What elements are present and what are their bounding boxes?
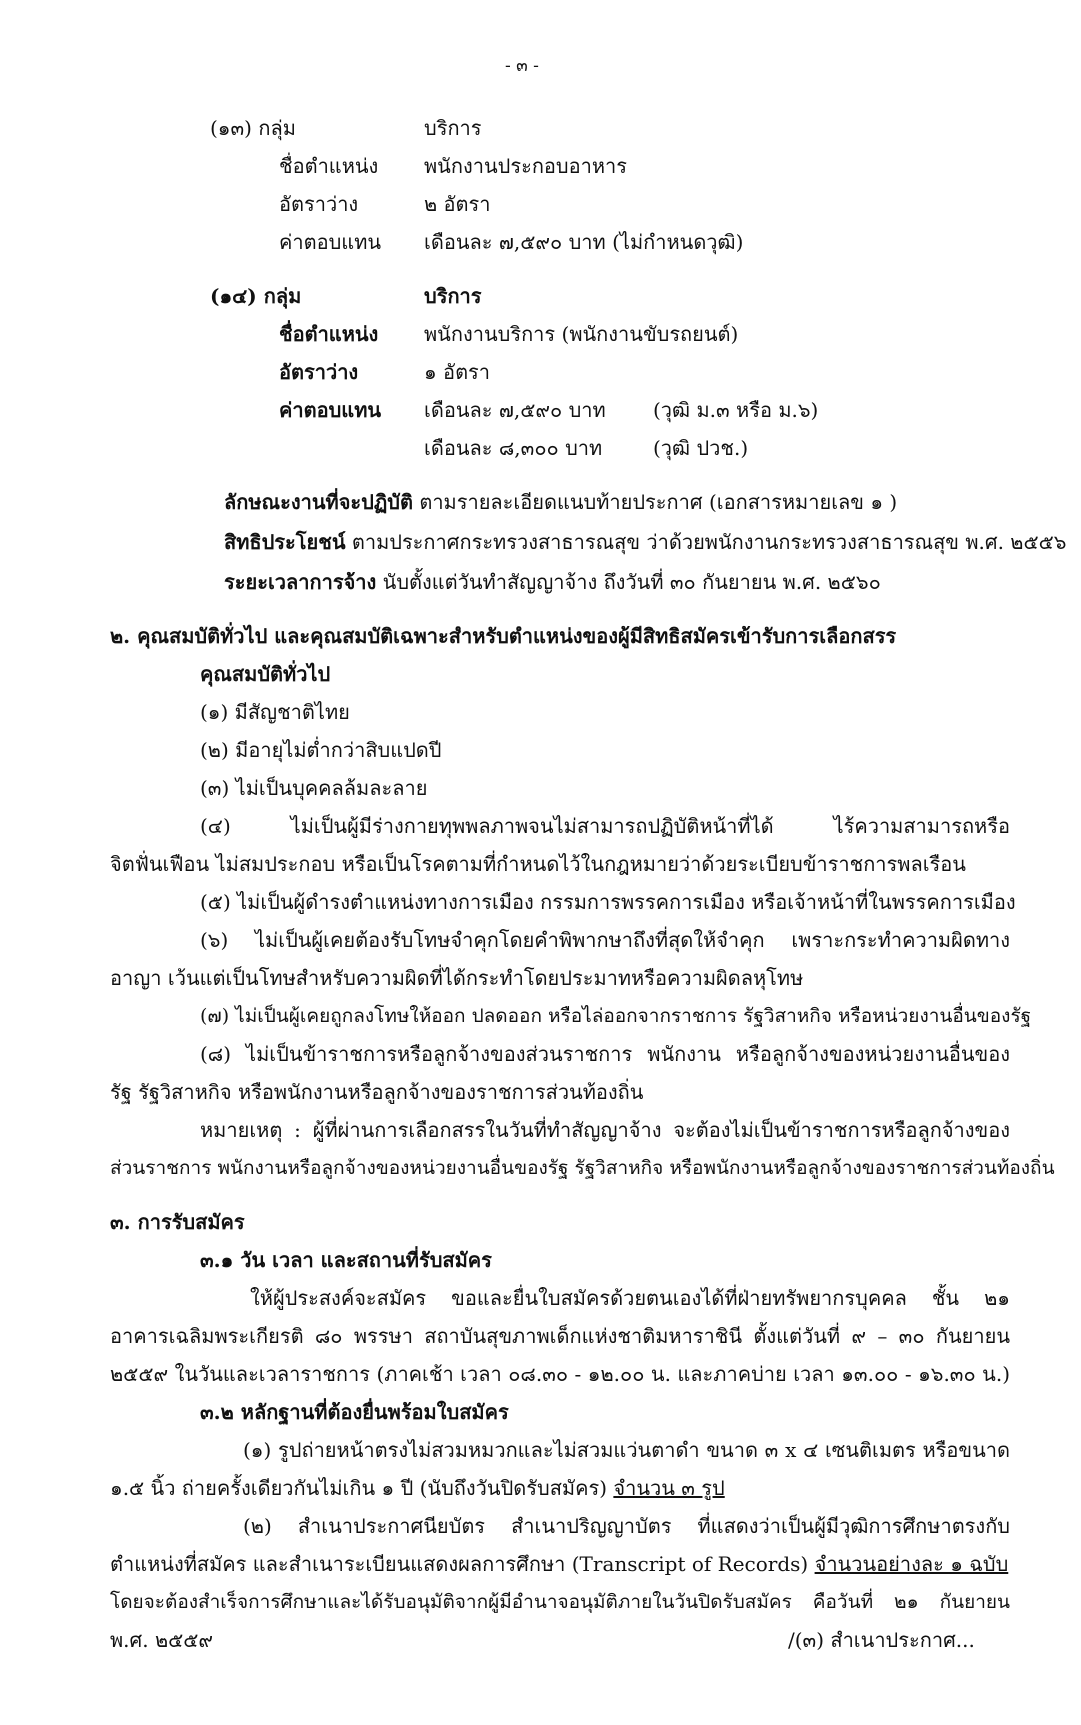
duty-label: ลักษณะงานที่จะปฏิบัติ xyxy=(224,490,413,514)
document-2-line4: พ.ศ. ๒๕๕๙ xyxy=(110,1628,214,1652)
note-line2: ส่วนราชการ พนักงานหรือลูกจ้างของหน่วยงานอื่นของรัฐ รัฐวิสาหกิจ หรือพนักงานหรือลูกจ้างของราชการส่วนท้องถิ่น xyxy=(110,1157,1055,1179)
section-3-1-heading: ๓.๑ วัน เวลา และสถานที่รับสมัคร xyxy=(200,1248,492,1272)
document-1-line2: ๑.๕ นิ้ว ถ่ายครั้งเดียวกันไม่เกิน ๑ ปี (นับถึงวันปิดรับสมัคร) xyxy=(110,1476,608,1500)
benefit-row xyxy=(224,530,1066,554)
document-2-line1: (๒) สำเนาประกาศนียบัตร สำเนาปริญญาบัตร ที่แสดงว่าเป็นผู้มีวุฒิการศึกษาตรงกับ xyxy=(243,1514,1010,1538)
group-13-position-value: พนักงานประกอบอาหาร xyxy=(424,154,628,178)
qualification-item-3: (๓) ไม่เป็นบุคคลล้มละลาย xyxy=(200,776,428,800)
group-14-vacancy-value: ๑ อัตรา xyxy=(424,360,491,384)
group-13-group-value: บริการ xyxy=(424,116,482,140)
section-2-subheading: คุณสมบัติทั่วไป xyxy=(200,662,331,686)
document-2-line2: ตำแหน่งที่สมัคร และสำเนาระเบียนแสดงผลการศึกษา (Transcript of Records) xyxy=(110,1552,809,1576)
group-14-pay-line2: เดือนละ ๘,๓๐๐ บาท xyxy=(424,436,603,460)
document-2-line3: โดยจะต้องสำเร็จการศึกษาและได้รับอนุมัติจากผู้มีอำนาจอนุมัติภายในวันปิดรับสมัคร คือวันที่ ๒๑ กันยายน xyxy=(110,1591,1010,1613)
document-2-line2-row xyxy=(110,1552,1008,1576)
group-14-number-label: (๑๔) กลุ่ม xyxy=(210,284,302,308)
group-14-group-value: บริการ xyxy=(424,284,482,308)
qualification-item-7: (๗) ไม่เป็นผู้เคยถูกลงโทษให้ออก ปลดออก หรือไล่ออกจากราชการ รัฐวิสาหกิจ หรือหน่วยงานอื่นของรัฐ xyxy=(200,1005,1032,1027)
duty-value: ตามรายละเอียดแนบท้ายประกาศ (เอกสารหมายเลข ๑ ) xyxy=(419,490,898,514)
document-1-line2-row xyxy=(110,1476,725,1500)
page-number: - ๓ - xyxy=(505,56,539,76)
benefit-label: สิทธิประโยชน์ xyxy=(224,530,346,554)
section-2-heading: ๒. คุณสมบัติทั่วไป และคุณสมบัติเฉพาะสำหรับตำแหน่งของผู้มีสิทธิสมัครเข้ารับการเลือกสรร xyxy=(110,624,897,648)
section-3-1-line3: ๒๕๕๙ ในวันและเวลาราชการ (ภาคเช้า เวลา ๐๘.๓๐ - ๑๒.๐๐ น. และภาคบ่าย เวลา ๑๓.๐๐ - ๑๖.๓๐ น.) xyxy=(110,1362,1010,1386)
document-1-line1: (๑) รูปถ่ายหน้าตรงไม่สวมหมวกและไม่สวมแว่นตาดำ ขนาด ๓ x ๔ เซนติเมตร หรือขนาด xyxy=(243,1438,1010,1462)
group-13-number-label: (๑๓) กลุ่ม xyxy=(210,116,296,140)
qualification-item-1: (๑) มีสัญชาติไทย xyxy=(200,700,350,724)
qualification-item-5: (๕) ไม่เป็นผู้ดำรงตำแหน่งทางการเมือง กรรมการพรรคการเมือง หรือเจ้าหน้าที่ในพรรคการเมือง xyxy=(200,890,1016,914)
group-14-pay-label: ค่าตอบแทน xyxy=(279,398,382,422)
continuation-note: /(๓) สำเนาประกาศ... xyxy=(788,1628,975,1652)
qualification-item-8-line1: (๘) ไม่เป็นข้าราชการหรือลูกจ้างของส่วนราชการ พนักงาน หรือลูกจ้างของหน่วยงานอื่นของ xyxy=(200,1042,1010,1066)
period-value: นับตั้งแต่วันทำสัญญาจ้าง ถึงวันที่ ๓๐ กันยายน พ.ศ. ๒๕๖๐ xyxy=(382,570,881,594)
document-1-quantity: จำนวน ๓ รูป xyxy=(613,1476,725,1500)
group-13-vacancy-value: ๒ อัตรา xyxy=(424,192,491,216)
period-row xyxy=(224,570,881,594)
note-line1: หมายเหตุ : ผู้ที่ผ่านการเลือกสรรในวันที่ทำสัญญาจ้าง จะต้องไม่เป็นข้าราชการหรือลูกจ้างของ xyxy=(200,1118,1010,1142)
period-label: ระยะเวลาการจ้าง xyxy=(224,570,377,594)
group-13-position-label: ชื่อตำแหน่ง xyxy=(279,154,379,178)
group-13-vacancy-label: อัตราว่าง xyxy=(279,192,359,216)
section-3-2-heading: ๓.๒ หลักฐานที่ต้องยื่นพร้อมใบสมัคร xyxy=(200,1400,509,1424)
qualification-item-8-line2: รัฐ รัฐวิสาหกิจ หรือพนักงานหรือลูกจ้างของราชการส่วนท้องถิ่น xyxy=(110,1080,644,1104)
section-3-1-line2: อาคารเฉลิมพระเกียรติ ๘๐ พรรษา สถาบันสุขภาพเด็กแห่งชาติมหาราชินี ตั้งแต่วันที่ ๙ – ๓๐ กันยายน xyxy=(110,1324,1010,1348)
duty-row xyxy=(224,490,897,514)
section-3-1-line1: ให้ผู้ประสงค์จะสมัคร ขอและยื่นใบสมัครด้วยตนเองได้ที่ฝ่ายทรัพยากรบุคคล ชั้น ๒๑ xyxy=(250,1286,1010,1310)
qualification-item-4-line1: (๔) ไม่เป็นผู้มีร่างกายทุพพลภาพจนไม่สามารถปฏิบัติหน้าที่ได้ ไร้ความสามารถหรือ xyxy=(200,814,1010,838)
group-13-pay-value: เดือนละ ๗,๕๙๐ บาท (ไม่กำหนดวุฒิ) xyxy=(424,230,744,254)
document-2-quantity: จำนวนอย่างละ ๑ ฉบับ xyxy=(814,1552,1009,1576)
group-14-pay-line1-note: (วุฒิ ม.๓ หรือ ม.๖) xyxy=(653,398,819,422)
qualification-item-4-line2: จิตฟั่นเฟือน ไม่สมประกอบ หรือเป็นโรคตามที่กำหนดไว้ในกฎหมายว่าด้วยระเบียบข้าราชการพลเรือน xyxy=(110,852,966,876)
benefit-value: ตามประกาศกระทรวงสาธารณสุข ว่าด้วยพนักงานกระทรวงสาธารณสุข พ.ศ. ๒๕๕๖ xyxy=(351,530,1067,554)
group-14-pay-line2-note: (วุฒิ ปวช.) xyxy=(653,436,749,460)
section-3-heading: ๓. การรับสมัคร xyxy=(110,1210,245,1234)
group-14-vacancy-label: อัตราว่าง xyxy=(279,360,359,384)
group-14-position-label: ชื่อตำแหน่ง xyxy=(279,322,379,346)
qualification-item-6-line2: อาญา เว้นแต่เป็นโทษสำหรับความผิดที่ได้กระทำโดยประมาทหรือความผิดลหุโทษ xyxy=(110,966,804,990)
group-13-pay-label: ค่าตอบแทน xyxy=(279,230,382,254)
qualification-item-6-line1: (๖) ไม่เป็นผู้เคยต้องรับโทษจำคุกโดยคำพิพากษาถึงที่สุดให้จำคุก เพราะกระทำความผิดทาง xyxy=(200,928,1010,952)
qualification-item-2: (๒) มีอายุไม่ต่ำกว่าสิบแปดปี xyxy=(200,738,442,762)
group-14-pay-line1: เดือนละ ๗,๕๙๐ บาท xyxy=(424,398,606,422)
group-14-position-value: พนักงานบริการ (พนักงานขับรถยนต์) xyxy=(424,322,739,346)
